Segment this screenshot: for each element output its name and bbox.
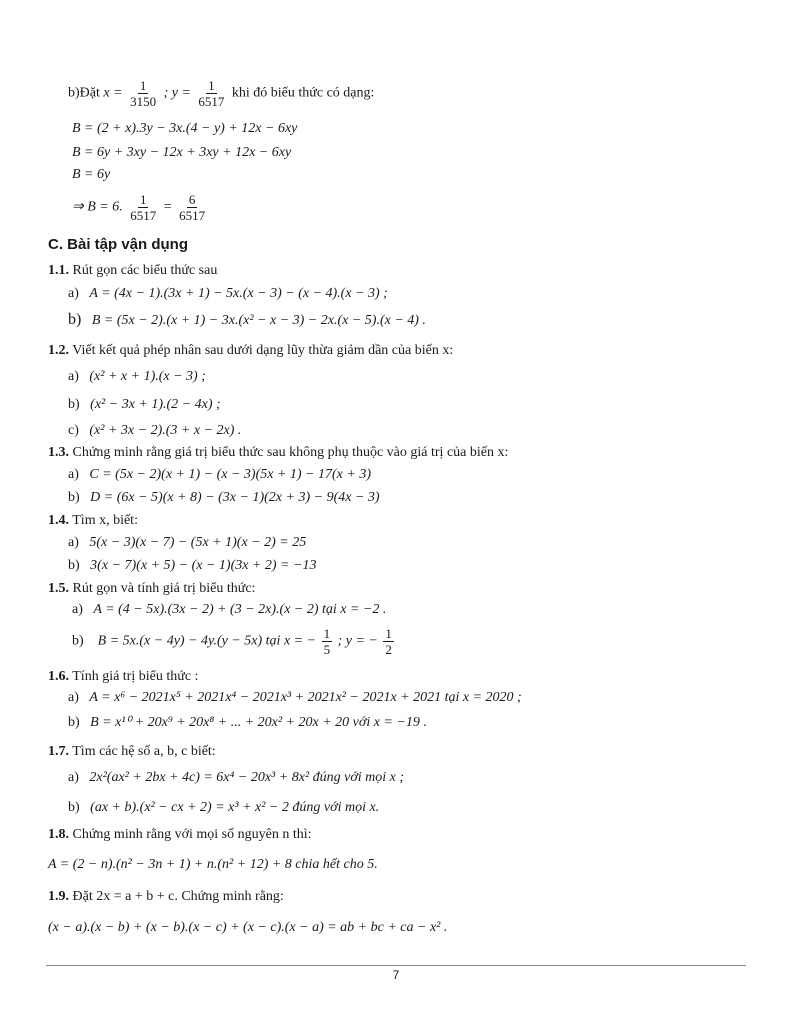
problem-1-6-a: a) A = x⁶ − 2021x⁵ + 2021x⁴ − 2021x³ + 2021x² − 2021x + 2021 tại x = 2020 ;	[68, 690, 522, 705]
b-intro-text: khi đó biểu thức có dạng:	[231, 85, 375, 101]
problem-1-6: 1.6. Tính giá trị biểu thức :	[48, 669, 199, 684]
page-number: 7	[392, 968, 400, 982]
problem-1-2: 1.2. Viết kết quả phép nhân sau dưới dạng lũy thừa giảm dần của biến x:	[48, 343, 454, 358]
problem-1-5: 1.5. Rút gọn và tính giá trị biểu thức:	[48, 581, 256, 596]
problem-1-2-b: b) (x² − 3x + 1).(2 − 4x) ;	[68, 397, 221, 412]
problem-1-6-b: b) B = x¹⁰ + 20x⁹ + 20x⁸ + ... + 20x² + 20x + 20 với x = −19 .	[68, 715, 427, 730]
b-step-3: B = 6y	[72, 167, 111, 182]
section-heading: C. Bài tập vận dụng	[48, 236, 189, 253]
problem-1-3-a: a) C = (5x − 2)(x + 1) − (x − 3)(5x + 1) − 17(x + 3)	[68, 467, 371, 482]
problem-1-4: 1.4. Tìm x, biết:	[48, 513, 138, 528]
b-step-1: B = (2 + x).3y − 3x.(4 − y) + 12x − 6xy	[72, 121, 298, 136]
problem-1-5-a: a) A = (4 − 5x).(3x − 2) + (3 − 2x).(x − 2) tại x = −2 .	[72, 602, 387, 617]
problem-1-1: 1.1. Rút gọn các biểu thức sau	[48, 263, 218, 278]
problem-1-2-a: a) (x² + x + 1).(x − 3) ;	[68, 369, 206, 384]
problem-1-9: 1.9. Đặt 2x = a + b + c. Chứng minh rằng:	[48, 889, 284, 904]
x-fraction: $\frac{1}{3150}$	[130, 78, 157, 109]
b-intro-label: b)Đặt	[68, 85, 100, 101]
b-step-4: ⇒ B = 6. $\frac{1}{6517}$ = $\frac{6}{6517}$	[72, 192, 206, 223]
problem-1-2-c: c) (x² + 3x − 2).(3 + x − 2x) .	[68, 423, 242, 438]
problem-1-3: 1.3. Chứng minh rằng giá trị biểu thức sau không phụ thuộc vào giá trị của biến x:	[48, 445, 509, 460]
x-value-fraction: $\frac{1}{5}$	[323, 626, 331, 657]
problem-1-4-a: a) 5(x − 3)(x − 7) − (5x + 1)(x − 2) = 25	[68, 535, 307, 550]
y-fraction: $\frac{1}{6517}$	[198, 78, 225, 109]
b-intro-line	[68, 78, 374, 109]
problem-1-4-b: b) 3(x − 7)(x + 5) − (x − 1)(3x + 2) = −13	[68, 558, 317, 573]
x-assign: x =	[103, 85, 123, 101]
problem-1-3-b: b) D = (6x − 5)(x + 8) − (3x − 1)(2x + 3) − 9(4x − 3)	[68, 490, 380, 505]
problem-1-7-a: a) 2x²(ax² + 2bx + 4c) = 6x⁴ − 20x³ + 8x² đúng với mọi x ;	[68, 770, 405, 785]
problem-1-5-b: b) B = 5x.(x − 4y) − 4y.(y − 5x) tại x = − $\frac{1}{5}$ ; y = − $\frac{1}{2}$	[72, 626, 392, 657]
problem-1-1-a: a) A = (4x − 1).(3x + 1) − 5x.(x − 3) − (x − 4).(x − 3) ;	[68, 286, 388, 301]
problem-1-9-expr: (x − a).(x − b) + (x − b).(x − c) + (x − c).(x − a) = ab + bc + ca − x² .	[48, 920, 448, 935]
footer-divider	[46, 965, 746, 966]
y-value-fraction: $\frac{1}{2}$	[385, 626, 392, 657]
b-step-2: B = 6y + 3xy − 12x + 3xy + 12x − 6xy	[72, 145, 292, 160]
b-result-fraction-1: $\frac{1}{6517}$	[130, 192, 157, 223]
problem-1-8-expr: A = (2 − n).(n² − 3n + 1) + n.(n² + 12) + 8 chia hết cho 5.	[48, 857, 378, 872]
problem-1-1-b: b) B = (5x − 2).(x + 1) − 3x.(x² − x − 3) − 2x.(x − 5).(x − 4) .	[68, 311, 426, 328]
b-result-fraction-2: $\frac{6}{6517}$	[179, 192, 206, 223]
y-assign: ; y =	[163, 85, 191, 101]
problem-1-8: 1.8. Chứng minh rằng với mọi số nguyên n thì:	[48, 827, 312, 842]
problem-1-7-b: b) (ax + b).(x² − cx + 2) = x³ + x² − 2 đúng với mọi x.	[68, 800, 380, 815]
problem-1-7: 1.7. Tìm các hệ số a, b, c biết:	[48, 744, 216, 759]
